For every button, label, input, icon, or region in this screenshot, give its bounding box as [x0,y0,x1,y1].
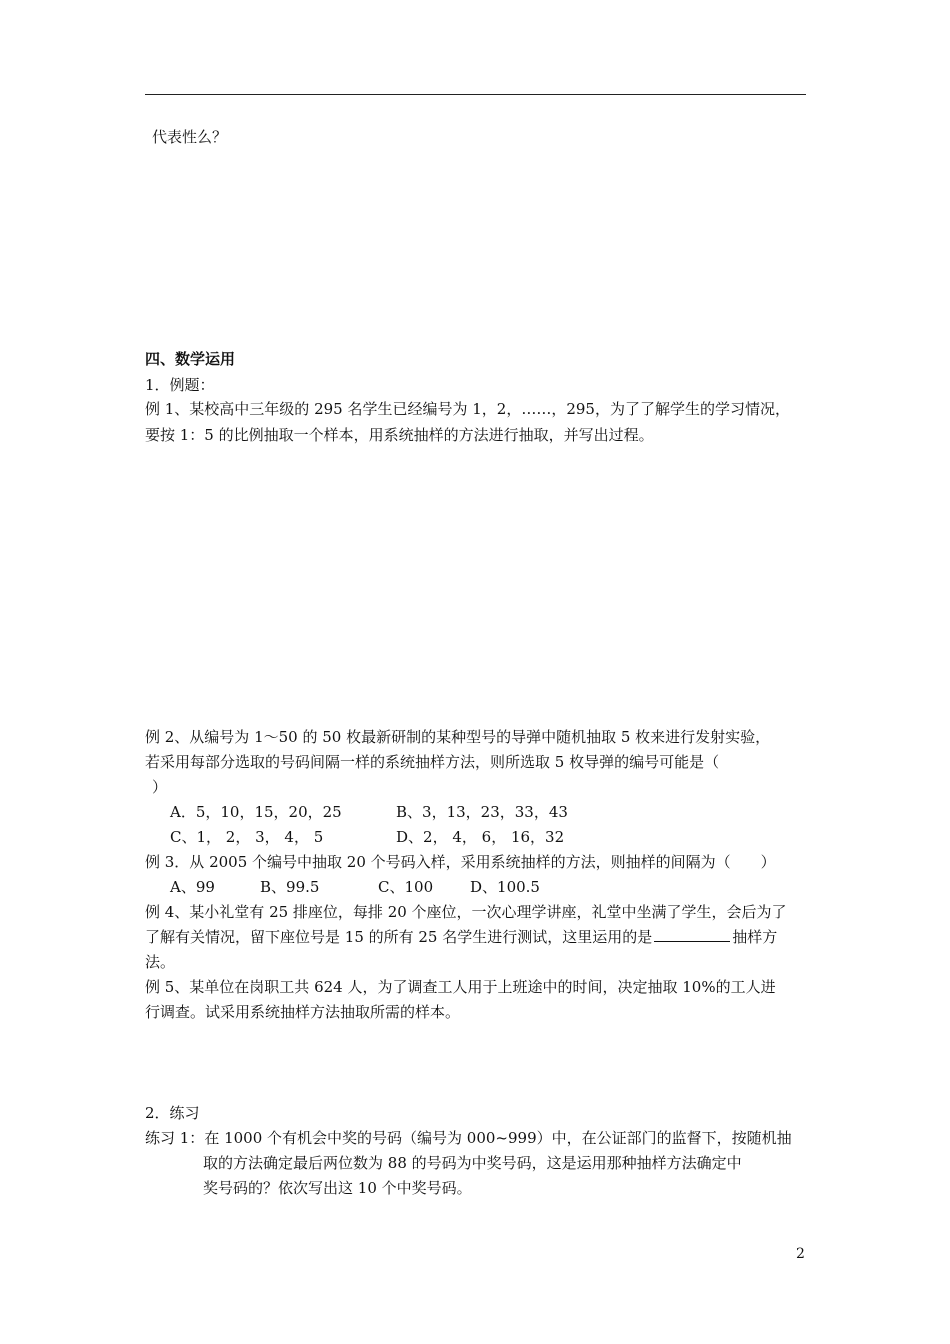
subheading-practice: 2．练习 [145,1104,200,1122]
practice-1-label: 练习 1： [145,1129,205,1147]
example-4-line-2 [145,926,777,948]
practice-1-line-2: 取的方法确定最后两位数为 88 的号码为中奖号码，这是运用那种抽样方法确定中 [203,1154,742,1172]
example-2-option-c: C、1， 2， 3， 4， 5 [170,828,324,846]
example-4-text-before-blank: 了解有关情况，留下座位号是 15 的所有 25 名学生进行测试，这里运用的是 [145,928,653,946]
example-2-option-a: A．5，10，15，20，25 [170,803,342,821]
example-4-line-3: 法。 [145,953,176,971]
example-3-option-d: D、100.5 [470,878,540,896]
continuation-text: 代表性么？ [152,128,228,146]
example-2-options-row-1 [170,801,568,823]
example-5-line-1: 例 5、某单位在岗职工共 624 人，为了调查工人用于上班途中的时间，决定抽取 10%的工人进 [145,978,776,996]
example-4-text-after-blank: 抽样方 [732,928,778,946]
example-3-option-c: C、100 [378,878,434,896]
example-3-option-a: A、99 [170,878,215,896]
example-2-line-1: 例 2、从编号为 1～50 的 50 枚最新研制的某种型号的导弹中随机抽取 5 枚来进行发射实验， [145,728,771,746]
example-3-options [170,876,540,898]
example-2-options-row-2 [170,826,564,848]
example-2-option-b: B、3，13，23，33，43 [396,803,568,821]
example-3-option-b: B、99.5 [260,878,320,896]
example-5-line-2: 行调查。试采用系统抽样方法抽取所需的样本。 [145,1003,461,1021]
example-2-line-2: 若采用每部分选取的号码间隔一样的系统抽样方法，则所选取 5 枚导弹的编号可能是（ [145,753,720,771]
example-1-line-1: 例 1、某校高中三年级的 295 名学生已经编号为 1，2，……，295，为了了解学生的学习情况， [145,400,790,418]
practice-1-line-1 [145,1127,792,1149]
example-4-line-1: 例 4、某小礼堂有 25 排座位，每排 20 个座位，一次心理学讲座，礼堂中坐满了学生，会后为了 [145,903,787,921]
practice-1-line-3: 奖号码的？依次写出这 10 个中奖号码。 [203,1179,472,1197]
example-2-line-3: ） [152,778,168,796]
subheading-examples: 1．例题： [145,376,215,394]
header-rule [145,94,806,95]
example-2-option-d: D、2， 4， 6， 16，32 [396,828,565,846]
section-heading: 四、数学运用 [145,350,236,368]
practice-1-text: 在 1000 个有机会中奖的号码（编号为 000~999）中，在公证部门的监督下，按随机抽 [204,1129,792,1147]
answer-blank[interactable] [654,927,730,942]
page-number: 2 [796,1246,805,1262]
example-1-line-2: 要按 1：5 的比例抽取一个样本，用系统抽样的方法进行抽取，并写出过程。 [145,426,654,444]
example-3-line-1: 例 3．从 2005 个编号中抽取 20 个号码入样，采用系统抽样的方法，则抽样的间隔为（ ） [145,853,776,871]
